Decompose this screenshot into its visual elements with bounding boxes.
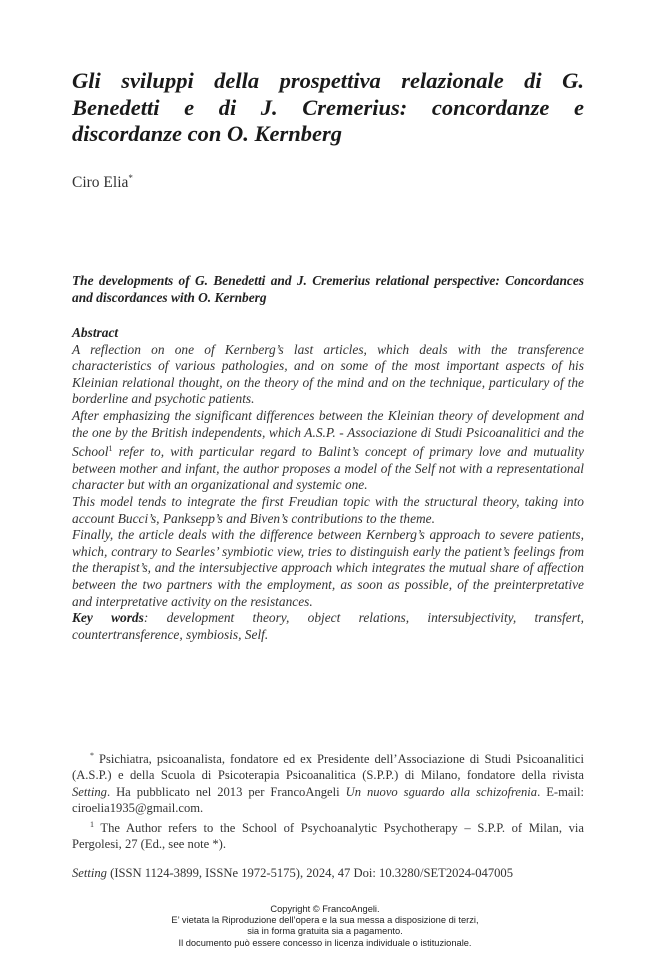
license-line-1: Copyright © FrancoAngeli. [270, 904, 380, 914]
license-line-3: sia in forma gratuita sia a pagamento. [247, 926, 403, 937]
english-title: The developments of G. Benedetti and J. Cremerius relational perspective: Concordances and discordances with O. Kernberg [72, 273, 584, 305]
footnote-1-marker: 1 [90, 819, 94, 829]
footnote-author-marker: * [90, 751, 94, 760]
footnote-journal-name: Setting [72, 784, 107, 799]
abstract-heading: Abstract [72, 325, 119, 340]
author-line [72, 173, 133, 192]
abstract-paragraph-2 [72, 408, 584, 494]
license-notice [0, 904, 650, 949]
footnote-author-text-b: . Ha pubblicato nel 2013 per FrancoAngeli [106, 784, 346, 799]
footnote-author [72, 748, 584, 817]
license-line-2: E’ vietata la Riproduzione dell’opera e la sua messa a disposizione di terzi, [171, 915, 479, 926]
keywords-line [72, 610, 584, 643]
footnote-1 [72, 817, 584, 853]
citation-line [72, 866, 513, 881]
license-line-4: Il documento può essere concesso in licenza individuale o istituzionale. [178, 937, 472, 948]
keywords-label: Key words [72, 610, 144, 626]
abstract-paragraph-1: A reflection on one of Kernberg’s last articles, which deals with the transference characteristics of various pathologies, and on some of the most important aspects of his Kleinian relational thought, on the theory of the mind and on the technique, particulary of the borderline and psychotic patients. [72, 341, 584, 407]
footnote-author-text-c: . E-mail: ciroelia1935@gmail.com. [72, 784, 584, 816]
footnote-1-text: The Author refers to the School of Psychoanalytic Psychotherapy – S.P.P. of Milan, via Pergolesi, 27 (Ed., see note *). [72, 820, 584, 852]
abstract-paragraph-2-part-a: After emphasizing the significant differences between the Kleinian theory of development and the one by the British independents, which A.S.P. - Associazione di Studi Psicoanalitici and the School [72, 407, 584, 460]
abstract-section [72, 325, 584, 643]
abstract-paragraph-3: This model tends to integrate the first Freudian topic with the structural theory, taking into account Bucci’s, Panksepp’s and Biven’s contributions to the theme. [72, 493, 584, 526]
footnotes [72, 748, 584, 852]
abstract-paragraph-4: Finally, the article deals with the difference between Kernberg’s approach to severe patients, which, contrary to Searles’ symbiotic view, tries to distinguish early the patient’s feelings from the therapist’s, and the intersubjective approach which integrates the mutual share of affection between the two partners with the employment, as soon as possible, of the preinterpretative and interpretative activity on the resistances. [72, 527, 584, 609]
keywords-text: : development theory, object relations, intersubjectivity, transfert, countertransference, symbiosis, Self. [72, 610, 584, 642]
article-title: Gli sviluppi della prospettiva relazionale di G. Benedetti e di J. Cremerius: concordanze e discordanze con O. Kernberg [72, 68, 584, 146]
footnote-author-text-a: Psichiatra, psicoanalista, fondatore ed ex Presidente dell’Associazione di Studi Psicoanalitici (A.S.P.) e della Scuola di Psicoterapia Psicoanalitica (S.P.P.) di Milano, fondatore della rivista [72, 752, 584, 783]
footnote-ref-1: 1 [108, 444, 113, 454]
author-name: Ciro Elia [72, 174, 129, 191]
footnote-book-title: Un nuovo sguardo alla schizofrenia [345, 784, 538, 799]
author-footnote-marker: * [128, 173, 133, 183]
citation-details: (ISSN 1124-3899, ISSNe 1972-5175), 2024, 47 Doi: 10.3280/SET2024-047005 [106, 866, 514, 880]
abstract-paragraph-2-part-b: refer to, with particular regard to Balint’s concept of primary love and mutuality between mother and infant, the author proposes a model of the Self not with a representational character but with an organizational and systemic one. [72, 444, 584, 493]
citation-journal: Setting [72, 866, 107, 880]
